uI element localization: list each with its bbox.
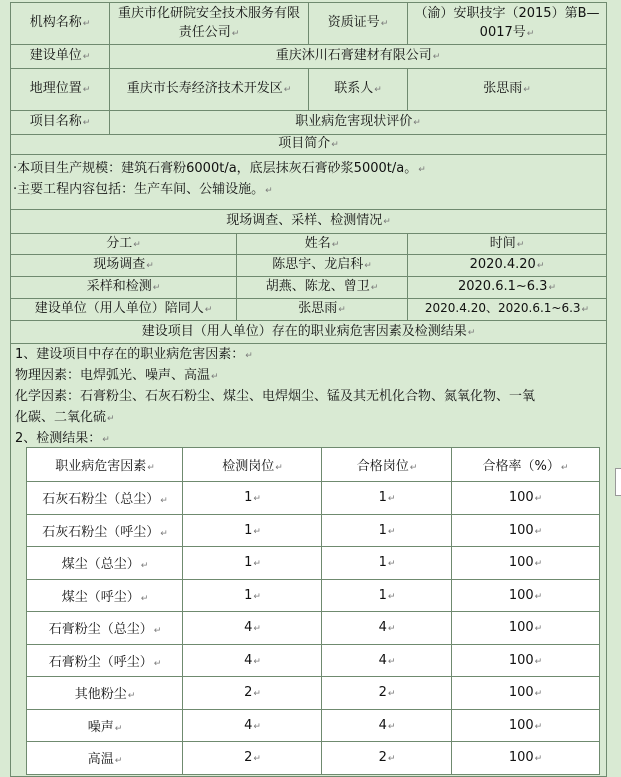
cert-label: 资质证号 ↵	[308, 2, 408, 45]
contact-label: 联系人 ↵	[308, 68, 408, 111]
survey-title: 现场调查、采样、检测情况 ↵	[10, 209, 607, 234]
survey-row-3-role: 建设单位（用人单位）陪同人 ↵	[10, 298, 237, 321]
survey-row-3-time: 2020.4.20、2020.6.1~6.3 ↵	[407, 298, 607, 321]
survey-row-2-time: 2020.6.1~6.3 ↵	[407, 276, 607, 299]
results-row-9-tested-posts: 2 ↵	[182, 741, 323, 775]
results-row-6-qualified-posts: 4 ↵	[321, 644, 453, 678]
hazards-section-2: 2、检测结果： ↵	[15, 429, 110, 450]
cert-value: （渝）安职技字（2015）第B—0017号 ↵	[407, 2, 607, 45]
results-row-7-tested-posts: 2 ↵	[182, 676, 323, 710]
hazards-section-1: 1、建设项目中存在的职业病危害因素： ↵	[15, 345, 253, 366]
survey-header-role: 分工 ↵	[10, 233, 237, 255]
hazards-physical: 物理因素：电焊弧光、噪声、高温 ↵	[15, 366, 219, 387]
results-row-7-factor: 其他粉尘 ↵	[26, 676, 184, 710]
intro-body	[10, 154, 607, 210]
project-label: 项目名称 ↵	[10, 110, 110, 135]
hazards-chemical-line-2: 化碳、二氧化硫 ↵	[15, 408, 115, 429]
survey-row-1-role: 现场调查 ↵	[10, 254, 237, 277]
intro-line-1: ·本项目生产规模：建筑石膏粉6000t/a，底层抹灰石膏砂浆5000t/a。 ↵	[13, 159, 426, 180]
results-row-4-pass-rate: 100 ↵	[451, 579, 600, 613]
results-row-9-qualified-posts: 2 ↵	[321, 741, 453, 775]
results-header-pass-rate: 合格率（%） ↵	[451, 447, 600, 482]
results-row-6-tested-posts: 4 ↵	[182, 644, 323, 678]
survey-row-1-name: 陈思宇、龙启科 ↵	[236, 254, 408, 277]
build-unit-value: 重庆沐川石膏建材有限公司 ↵	[109, 44, 607, 69]
results-row-1-pass-rate: 100 ↵	[451, 481, 600, 515]
location-label: 地理位置 ↵	[10, 68, 110, 111]
results-row-6-pass-rate: 100 ↵	[451, 644, 600, 678]
results-row-1-qualified-posts: 1 ↵	[321, 481, 453, 515]
results-header-tested-posts: 检测岗位 ↵	[182, 447, 323, 482]
results-row-6-factor: 石膏粉尘（呼尘） ↵	[26, 644, 184, 678]
results-row-1-tested-posts: 1 ↵	[182, 481, 323, 515]
survey-row-1-time: 2020.4.20 ↵	[407, 254, 607, 277]
survey-header-time: 时间 ↵	[407, 233, 607, 255]
results-row-3-pass-rate: 100 ↵	[451, 546, 600, 580]
results-row-8-factor: 噪声 ↵	[26, 709, 184, 743]
results-row-3-factor: 煤尘（总尘） ↵	[26, 546, 184, 580]
survey-row-2-name: 胡燕、陈龙、曾卫 ↵	[236, 276, 408, 299]
scroll-handle[interactable]	[615, 468, 621, 496]
results-row-3-qualified-posts: 1 ↵	[321, 546, 453, 580]
results-row-3-tested-posts: 1 ↵	[182, 546, 323, 580]
results-header-factor: 职业病危害因素 ↵	[26, 447, 184, 482]
results-row-8-pass-rate: 100 ↵	[451, 709, 600, 743]
survey-row-3-name: 张思雨 ↵	[236, 298, 408, 321]
org-label: 机构名称 ↵	[10, 2, 110, 45]
project-value: 职业病危害现状评价 ↵	[109, 110, 607, 135]
contact-value: 张思雨 ↵	[407, 68, 607, 111]
hazards-title: 建设项目（用人单位）存在的职业病危害因素及检测结果 ↵	[10, 320, 607, 344]
intro-title: 项目简介 ↵	[10, 134, 607, 155]
results-row-5-qualified-posts: 4 ↵	[321, 611, 453, 645]
results-row-5-factor: 石膏粉尘（总尘） ↵	[26, 611, 184, 645]
results-row-7-pass-rate: 100 ↵	[451, 676, 600, 710]
location-value: 重庆市长寿经济技术开发区 ↵	[109, 68, 309, 111]
build-unit-label: 建设单位 ↵	[10, 44, 110, 69]
results-row-8-qualified-posts: 4 ↵	[321, 709, 453, 743]
org-value: 重庆市化研院安全技术服务有限责任公司 ↵	[109, 2, 309, 45]
survey-row-2-role: 采样和检测 ↵	[10, 276, 237, 299]
results-row-8-tested-posts: 4 ↵	[182, 709, 323, 743]
results-row-4-tested-posts: 1 ↵	[182, 579, 323, 613]
results-row-9-factor: 高温 ↵	[26, 741, 184, 775]
results-row-1-factor: 石灰石粉尘（总尘） ↵	[26, 481, 184, 515]
intro-line-2: ·主要工程内容包括：生产车间、公辅设施。 ↵	[13, 180, 273, 201]
hazards-chemical-line-1: 化学因素：石膏粉尘、石灰石粉尘、煤尘、电焊烟尘、锰及其无机化合物、氮氧化物、一氧	[15, 389, 536, 404]
results-header-qualified-posts: 合格岗位 ↵	[321, 447, 453, 482]
results-row-4-qualified-posts: 1 ↵	[321, 579, 453, 613]
results-row-4-factor: 煤尘（呼尘） ↵	[26, 579, 184, 613]
results-row-7-qualified-posts: 2 ↵	[321, 676, 453, 710]
results-row-2-pass-rate: 100 ↵	[451, 514, 600, 548]
results-row-5-tested-posts: 4 ↵	[182, 611, 323, 645]
survey-header-name: 姓名 ↵	[236, 233, 408, 255]
results-row-2-tested-posts: 1 ↵	[182, 514, 323, 548]
results-row-2-qualified-posts: 1 ↵	[321, 514, 453, 548]
results-row-5-pass-rate: 100 ↵	[451, 611, 600, 645]
results-row-2-factor: 石灰石粉尘（呼尘） ↵	[26, 514, 184, 548]
results-row-9-pass-rate: 100 ↵	[451, 741, 600, 775]
